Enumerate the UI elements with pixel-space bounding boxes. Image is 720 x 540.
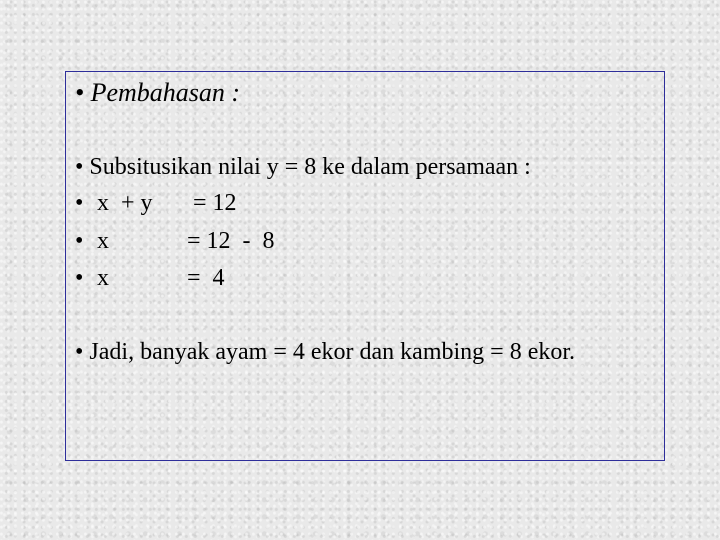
heading: • Pembahasan : (75, 78, 241, 107)
equation-lhs: x (97, 228, 109, 254)
equation-lhs: x + y (97, 190, 153, 216)
equation-rhs: = 4 (187, 265, 225, 291)
equation-rhs: = 12 - 8 (187, 228, 275, 254)
bullet: • (75, 228, 84, 254)
equation-lhs: x (97, 265, 109, 291)
equation-rhs: = 12 (187, 190, 237, 216)
equation-step-2 (75, 227, 275, 255)
intro-text: • Subsitusikan nilai y = 8 ke dalam persamaan : (75, 154, 531, 180)
conclusion-text: • Jadi, banyak ayam = 4 ekor dan kambing = 8 ekor. (75, 339, 576, 365)
equation-step-3 (75, 264, 225, 292)
bullet: • (75, 190, 84, 216)
bullet: • (75, 265, 84, 291)
content-box (65, 71, 665, 461)
equation-step-1 (75, 189, 237, 217)
